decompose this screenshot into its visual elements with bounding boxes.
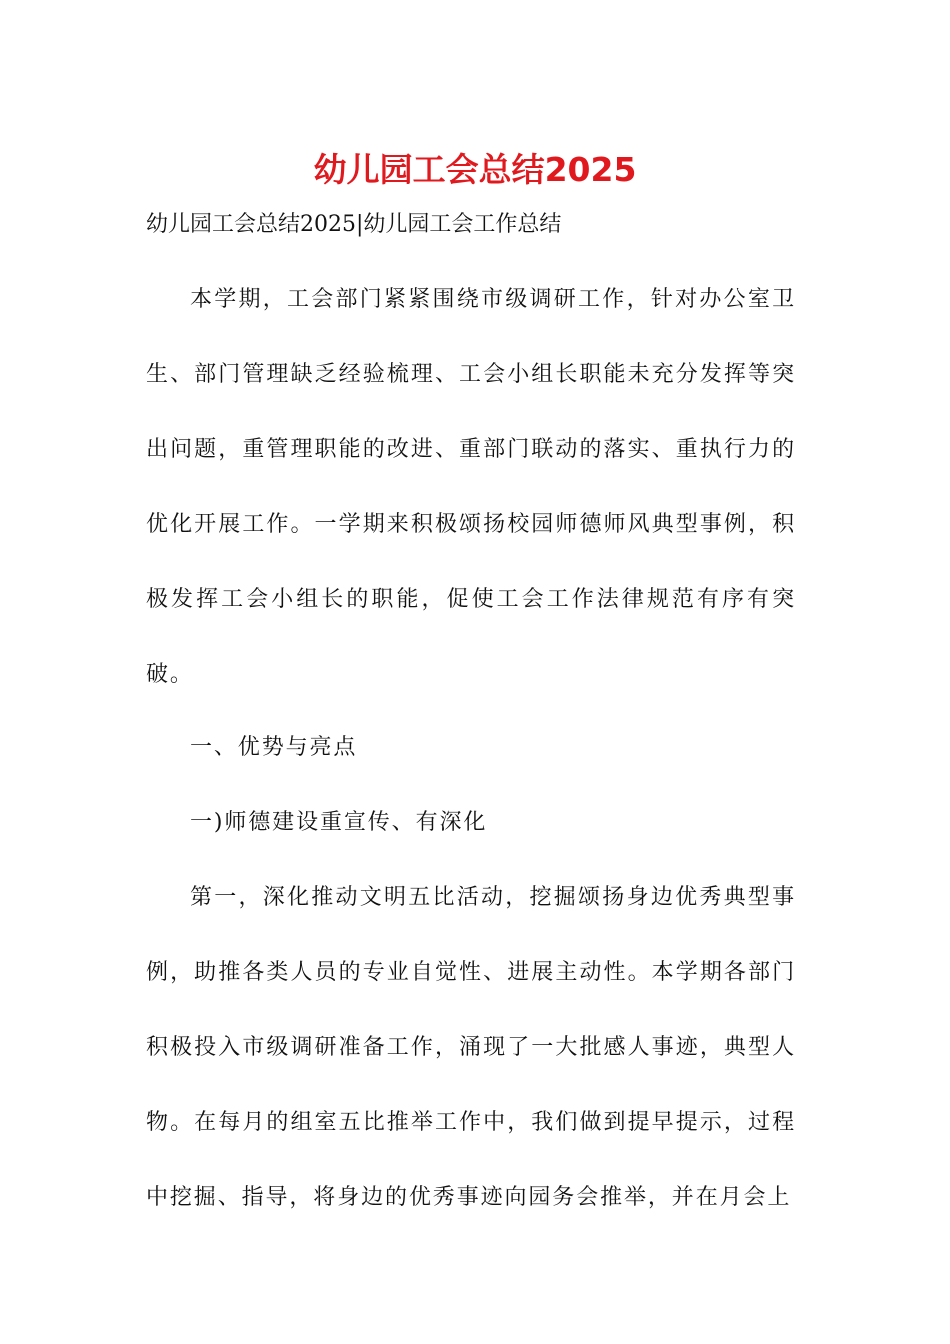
body-paragraph: 第一，深化推动文明五比活动，挖掘颂扬身边优秀典型事例，助推各类人员的专业自觉性、进展主动性。本学期各部门积极投入市级调研准备工作，涌现了一大批感人事迹，典型人物。在每月的组室五比推举工作中，我们做到提早提示，过程中挖掘、指导，将身边的优秀事迹向园务会推举，并在月会上 [146, 885, 796, 1210]
document-subtitle: 幼儿园工会总结2025|幼儿园工会工作总结 [146, 212, 562, 237]
section-heading: 一、优势与亮点 [190, 735, 358, 760]
intro-paragraph: 本学期，工会部门紧紧围绕市级调研工作，针对办公室卫生、部门管理缺乏经验梳理、工会小组长职能未充分发挥等突出问题，重管理职能的改进、重部门联动的落实、重执行力的优化开展工作。一学期来积极颂扬校园师德师风典型事例，积极发挥工会小组长的职能，促使工会工作法律规范有序有突破。 [146, 287, 796, 687]
subsection-heading: 一)师德建设重宣传、有深化 [190, 810, 488, 835]
document-title: 幼儿园工会总结2025 [313, 150, 637, 189]
